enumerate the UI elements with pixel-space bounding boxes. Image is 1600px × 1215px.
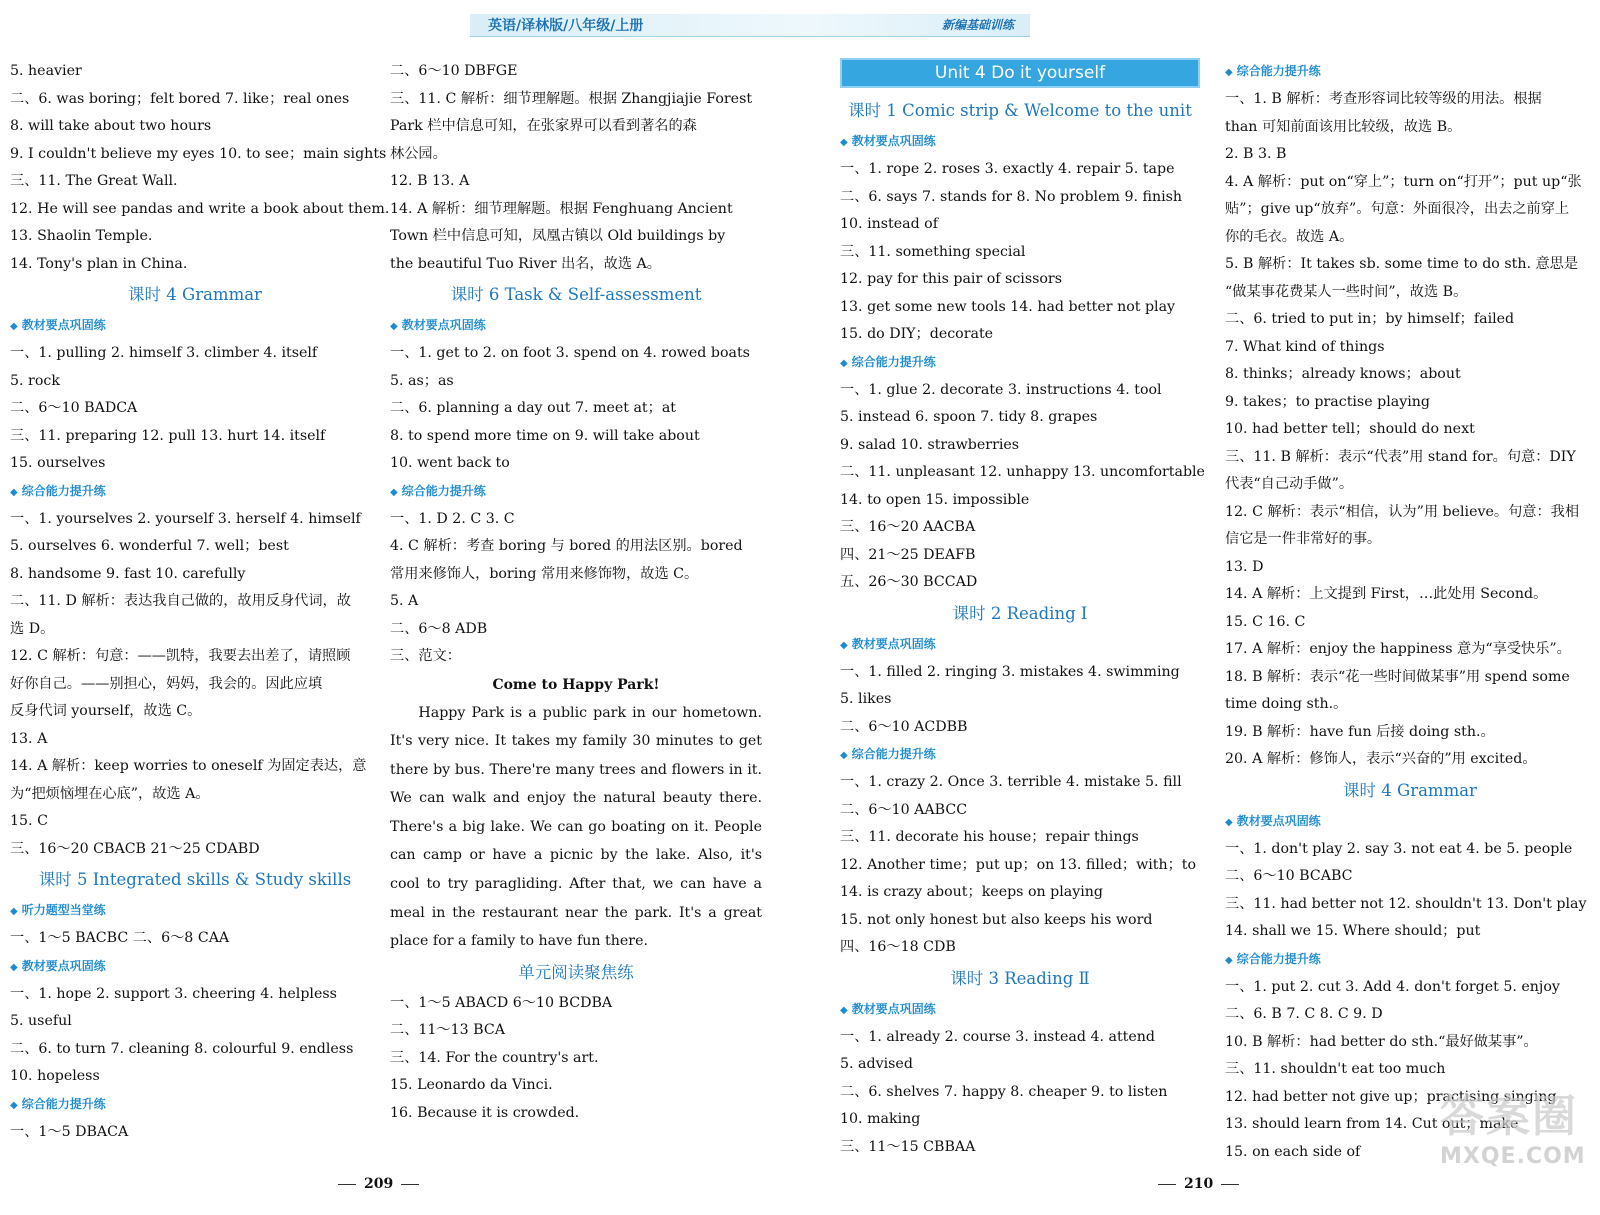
answer-line: 12. Another time；put up；on 13. filled；with；to	[840, 856, 1197, 873]
section-label: ◆ 综合能力提升练	[1225, 64, 1321, 78]
answer-line: 三、11. had better not 12. shouldn't 13. Don't play	[1225, 895, 1587, 912]
answer-line: 一、1. get to 2. on foot 3. spend on 4. rowed boats	[390, 345, 750, 361]
answer-line: 16. Because it is crowded.	[390, 1104, 580, 1121]
answer-line: 三、11. preparing 12. pull 13. hurt 14. itself	[10, 427, 326, 444]
diamond-icon: ◆	[10, 961, 18, 973]
answer-line: 15. not only honest but also keeps his word	[840, 911, 1153, 928]
answer-line: 五、26～30 BCCAD	[840, 574, 978, 590]
answer-line: 5. rock	[10, 372, 60, 389]
answer-line: 二、6～10 BCABC	[1225, 868, 1353, 884]
answer-line: 5. likes	[840, 691, 892, 707]
answer-line: 三、11. C 解析：细节理解题。根据 Zhangjiajie Forest	[390, 90, 753, 107]
answer-line: 5. as；as	[390, 372, 454, 389]
unit-reading-title: 单元阅读聚焦练	[518, 962, 634, 982]
page-header	[470, 14, 1030, 37]
answer-line: 反身代词 yourself，故选 C。	[10, 703, 202, 719]
answer-line: 5. ourselves 6. wonderful 7. well；best	[10, 538, 289, 554]
lesson-title: 课时 3 Reading Ⅱ	[950, 968, 1090, 988]
section-label: ◆ 综合能力提升练	[10, 1096, 106, 1111]
answer-line: 5. B 解析：It takes sb. some time to do sth. 意思是	[1225, 256, 1579, 272]
answer-block	[840, 377, 1205, 597]
answer-line: 15. C	[10, 813, 48, 829]
answer-line: 常用来修饰人，boring 常用来修饰物，故选 C。	[390, 565, 699, 582]
section-label: ◆ 综合能力提升练	[840, 747, 936, 761]
answer-line: 四、16～18 CDB	[840, 939, 956, 955]
answer-block	[390, 340, 762, 478]
diamond-icon: ◆	[840, 639, 848, 651]
answer-line: 一、1. crazy 2. Once 3. terrible 4. mistake 5. fill	[840, 774, 1182, 790]
diamond-icon: ◆	[840, 137, 848, 148]
answer-line: 20. A 解析：修饰人，表示“兴奋的”用 excited。	[1225, 751, 1537, 767]
diamond-icon: ◆	[390, 486, 398, 498]
answer-line: 三、11～15 CBBAA	[840, 1138, 976, 1155]
answer-line: 14. A 解析：细节理解题。根据 Fenghuang Ancient	[390, 200, 733, 217]
lesson-title: 课时 5 Integrated skills & Study skills	[38, 870, 352, 889]
answer-line: 4. C 解析：考查 boring 与 bored 的用法区别。bored	[390, 538, 743, 554]
answer-line: 10. B 解析：had better do sth.“最好做某事”。	[1225, 1033, 1538, 1050]
answer-line: 三、11. something special	[840, 243, 1026, 260]
answer-block	[10, 58, 390, 278]
answer-line: 9. salad 10. strawberries	[840, 436, 1020, 453]
answer-line: 二、11. unpleasant 12. unhappy 13. uncomfortable	[840, 464, 1205, 480]
answer-line: 13. Shaolin Temple.	[10, 228, 153, 244]
answer-line: 14. A 解析：keep worries to oneself 为固定表达，意	[10, 758, 367, 774]
answer-line: 12. C 解析：句意：——凯特，我要去出差了，请照顾	[10, 648, 351, 664]
answer-line: 一、1. glue 2. decorate 3. instructions 4. tool	[840, 381, 1162, 398]
answer-line: 好你自己。——别担心，妈妈，我会的。因此应填	[10, 675, 323, 692]
answer-line: 13. A	[10, 730, 48, 747]
answer-line: 10. went back to	[390, 455, 510, 471]
answer-line: 三、11. shouldn't eat too much	[1225, 1061, 1446, 1077]
answer-line: 三、16～20 CBACB 21～25 CDABD	[10, 840, 260, 857]
answer-line: 5. advised	[840, 1056, 913, 1072]
answer-line: 15. Leonardo da Vinci.	[390, 1077, 553, 1094]
diamond-icon: ◆	[840, 357, 848, 369]
section-label: ◆ 教材要点巩固练	[840, 1001, 936, 1016]
answer-block	[840, 769, 1200, 962]
answer-line: 一、1～5 ABACD 6～10 BCDBA	[390, 994, 613, 1011]
page-number-left: 209	[330, 1176, 427, 1192]
answer-line: 三、16～20 AACBA	[840, 519, 976, 535]
answer-line: 二、6. B 7. C 8. C 9. D	[1225, 1006, 1383, 1022]
answer-line: 13. should learn from 14. Cut out；make	[1225, 1116, 1519, 1132]
answer-line: 8. to spend more time on 9. will take about	[390, 427, 700, 444]
answer-line: 12. B 13. A	[390, 173, 470, 189]
answer-line: 一、1. don't play 2. say 3. not eat 4. be 5. people	[1225, 840, 1573, 857]
section-label: ◆ 教材要点巩固练	[10, 958, 106, 973]
answer-line: 9. takes；to practise playing	[1225, 393, 1430, 410]
answer-line: 代表“自己动手做”。	[1225, 476, 1354, 492]
diamond-icon: ◆	[10, 321, 18, 332]
answer-line: the beautiful Tuo River 出名，故选 A。	[390, 255, 661, 272]
answer-line: 二、6～10 ACDBB	[840, 718, 968, 735]
column-3	[840, 58, 1205, 1161]
diamond-icon: ◆	[840, 1004, 848, 1016]
section-label: ◆ 教材要点巩固练	[840, 636, 936, 651]
answer-line: 13. get some new tools 14. had better not play	[840, 298, 1176, 315]
answer-line: 二、6～10 DBFGE	[390, 63, 518, 79]
answer-line: 8. handsome 9. fast 10. carefully	[10, 565, 246, 582]
lesson-title: 课时 6 Task & Self-assessment	[450, 285, 702, 304]
answer-line: 你的毛衣。故选 A。	[1225, 228, 1354, 245]
answer-line: 14. shall we 15. Where should；put	[1225, 923, 1481, 939]
answer-block	[840, 1024, 1200, 1162]
answer-line: 19. B 解析：have fun 后接 doing sth.。	[1225, 723, 1495, 740]
answer-line: 12. pay for this pair of scissors	[840, 271, 1062, 287]
diamond-icon: ◆	[1225, 67, 1233, 78]
lesson-title: 课时 4 Grammar	[1343, 780, 1477, 800]
answer-line: 一、1～5 BACBC 二、6～8 CAA	[10, 930, 230, 946]
answer-line: 二、11～13 BCA	[390, 1022, 505, 1039]
answer-line: 为“把烦恼埋在心底”，故选 A。	[10, 785, 210, 802]
answer-line: 二、6. shelves 7. happy 8. cheaper 9. to listen	[840, 1083, 1168, 1100]
answer-line: 二、6. was boring；felt bored 7. like；real ones	[10, 90, 350, 107]
answer-line: 10. instead of	[840, 216, 938, 232]
answer-line: 三、14. For the country's art.	[390, 1049, 599, 1066]
answer-block	[10, 925, 380, 953]
diamond-icon: ◆	[1225, 816, 1233, 828]
answer-line: Park 栏中信息可知，在张家界可以看到著名的森	[390, 118, 697, 134]
section-label: ◆ 综合能力提升练	[840, 354, 936, 369]
answer-line: 9. I couldn't believe my eyes 10. to see；main sights	[10, 145, 387, 162]
answer-line: 二、6. planning a day out 7. meet at；at	[390, 400, 676, 416]
diamond-icon: ◆	[10, 486, 18, 498]
section-label: ◆ 教材要点巩固练	[10, 318, 106, 332]
section-label: ◆ 教材要点巩固练	[1225, 813, 1321, 828]
answer-line: than 可知前面该用比较级，故选 B。	[1225, 118, 1462, 135]
answer-block	[840, 659, 1200, 742]
answer-line: 5. A	[390, 593, 419, 609]
answer-line: 8. will take about two hours	[10, 118, 212, 134]
column-2	[390, 58, 762, 1127]
answer-line: 一、1～5 DBACA	[10, 1123, 129, 1140]
header-title: 英语/译林版/八年级/上册	[488, 18, 644, 34]
answer-line: 15. on each side of	[1225, 1143, 1361, 1160]
section-label: ◆ 教材要点巩固练	[840, 134, 936, 148]
answer-line: 一、1. filled 2. ringing 3. mistakes 4. swimming	[840, 663, 1180, 680]
answer-line: 三、11. decorate his house；repair things	[840, 829, 1139, 845]
answer-line: 二、6. to turn 7. cleaning 8. colourful 9. endless	[10, 1040, 354, 1057]
answer-line: 一、1. rope 2. roses 3. exactly 4. repair 5. tape	[840, 161, 1175, 177]
answer-block	[390, 990, 762, 1128]
answer-block	[10, 506, 380, 864]
answer-line: Town 栏中信息可知，凤凰古镇以 Old buildings by	[390, 228, 726, 244]
answer-line: 一、1. hope 2. support 3. cheering 4. helpless	[10, 985, 337, 1002]
answer-line: 5. useful	[10, 1013, 72, 1029]
lesson-title: 课时 4 Grammar	[128, 285, 262, 304]
answer-line: 一、1. pulling 2. himself 3. climber 4. itself	[10, 345, 318, 361]
section-label: ◆ 综合能力提升练	[390, 483, 486, 498]
answer-line: 14. Tony's plan in China.	[10, 255, 188, 272]
lesson-title: 课时 1 Comic strip & Welcome to the unit	[848, 101, 1192, 120]
answer-line: 一、1. already 2. course 3. instead 4. attend	[840, 1028, 1155, 1045]
answer-line: 一、1. B 解析：考查形容词比较等级的用法。根据	[1225, 91, 1542, 107]
answer-line: 12. C 解析：表示“相信，认为”用 believe。句意：我相	[1225, 503, 1580, 520]
unit-title-bar: Unit 4 Do it yourself	[840, 58, 1200, 88]
answer-line: 2. B 3. B	[1225, 146, 1287, 162]
answer-line: 贴”；give up“放弃”。句意：外面很冷，出去之前穿上	[1225, 201, 1570, 217]
answer-line: 8. thinks；already knows；about	[1225, 366, 1461, 382]
answer-block	[1225, 86, 1595, 774]
answer-line: 12. had better not give up；practising singing	[1225, 1088, 1557, 1105]
essay-body: Happy Park is a public park in our hometown. It's very nice. It takes my family 30 minutes to get there by bus. There're many trees and flowers in it. We can walk and enjoy the natural beauty there. There's a big lake. We can go boating on it. People can camp or have a picnic by the lake. Also, it's cool to try paragliding. After that, we can have a meal in the restaurant near the park. It's a great place for a family to have fun there.	[390, 704, 762, 950]
answer-line: 二、6. tried to put in；by himself；failed	[1225, 311, 1515, 327]
answer-line: 17. A 解析：enjoy the happiness 意为“享受快乐”。	[1225, 641, 1571, 657]
diamond-icon: ◆	[1225, 954, 1233, 966]
answer-line: 二、6. says 7. stands for 8. No problem 9. finish	[840, 188, 1183, 205]
answer-line: 10. hopeless	[10, 1068, 100, 1084]
column-4	[1225, 58, 1595, 1166]
diamond-icon: ◆	[10, 906, 18, 917]
watermark-logo: 答案圈 MXQE.COM	[1440, 1091, 1586, 1169]
answer-block	[1225, 836, 1595, 946]
answer-line: 7. What kind of things	[1225, 338, 1385, 355]
answer-line: 一、1. yourselves 2. yourself 3. herself 4. himself	[10, 510, 361, 527]
answer-line: 四、21～25 DEAFB	[840, 546, 976, 563]
answer-line: 5. heavier	[10, 63, 82, 79]
page-number-right: 210	[1150, 1176, 1247, 1192]
diamond-icon: ◆	[390, 321, 398, 332]
answer-line: time doing sth.。	[1225, 696, 1348, 712]
answer-block	[390, 58, 762, 278]
answer-line: 一、1. put 2. cut 3. Add 4. don't forget 5. enjoy	[1225, 978, 1560, 995]
header-brand: 新编基础训练	[941, 18, 1014, 32]
diamond-icon: ◆	[10, 1099, 18, 1111]
column-1	[10, 58, 390, 1146]
answer-line: 林公园。	[390, 145, 447, 162]
lesson-title: 课时 2 Reading Ⅰ	[952, 603, 1088, 623]
answer-line: 二、6～8 ADB	[390, 620, 488, 637]
answer-line: 选 D。	[10, 620, 55, 637]
answer-line: 5. instead 6. spoon 7. tidy 8. grapes	[840, 409, 1098, 425]
answer-line: 一、1. D 2. C 3. C	[390, 510, 515, 527]
answer-line: 12. He will see pandas and write a book about them.	[10, 200, 390, 217]
section-label: ◆ 听力题型当堂练	[10, 903, 106, 917]
answer-line: “做某事花费某人一些时间”，故选 B。	[1225, 283, 1468, 300]
answer-line: 三、11. The Great Wall.	[10, 173, 178, 189]
section-label: ◆ 教材要点巩固练	[390, 318, 486, 332]
section-label: ◆ 综合能力提升练	[1225, 951, 1321, 966]
answer-line: 二、6～10 AABCC	[840, 801, 968, 818]
essay-title: Come to Happy Park!	[492, 676, 660, 693]
answer-line: 18. B 解析：表示“花一些时间做某事”用 spend some	[1225, 668, 1570, 685]
answer-line: 14. is crazy about；keeps on playing	[840, 884, 1103, 900]
answer-block	[390, 506, 762, 671]
answer-line: 15. do DIY；decorate	[840, 326, 994, 342]
answer-block	[10, 340, 380, 478]
answer-line: 三、11. B 解析：表示“代表”用 stand for。句意：DIY	[1225, 448, 1576, 465]
answer-line: 15. ourselves	[10, 455, 106, 471]
diamond-icon: ◆	[840, 750, 848, 761]
answer-line: 13. D	[1225, 558, 1264, 575]
answer-line: 15. C 16. C	[1225, 613, 1306, 630]
answer-block	[10, 981, 380, 1091]
answer-line: 10. making	[840, 1111, 921, 1127]
answer-block	[840, 156, 1200, 349]
answer-block	[10, 1119, 380, 1147]
answer-line: 14. to open 15. impossible	[840, 491, 1030, 508]
answer-line: 二、6～10 BADCA	[10, 400, 138, 416]
answer-line: 14. A 解析：上文提到 First，…此处用 Second。	[1225, 586, 1548, 602]
answer-line: 信它是一件非常好的事。	[1225, 531, 1382, 547]
section-label: ◆ 综合能力提升练	[10, 483, 106, 498]
answer-line: 二、11. D 解析：表达我自己做的，故用反身代词，故	[10, 593, 351, 609]
answer-line: 10. had better tell；should do next	[1225, 421, 1475, 437]
answer-line: 4. A 解析：put on“穿上”；turn on“打开”；put up“张	[1225, 173, 1582, 190]
answer-line: 三、范文：	[390, 648, 461, 664]
